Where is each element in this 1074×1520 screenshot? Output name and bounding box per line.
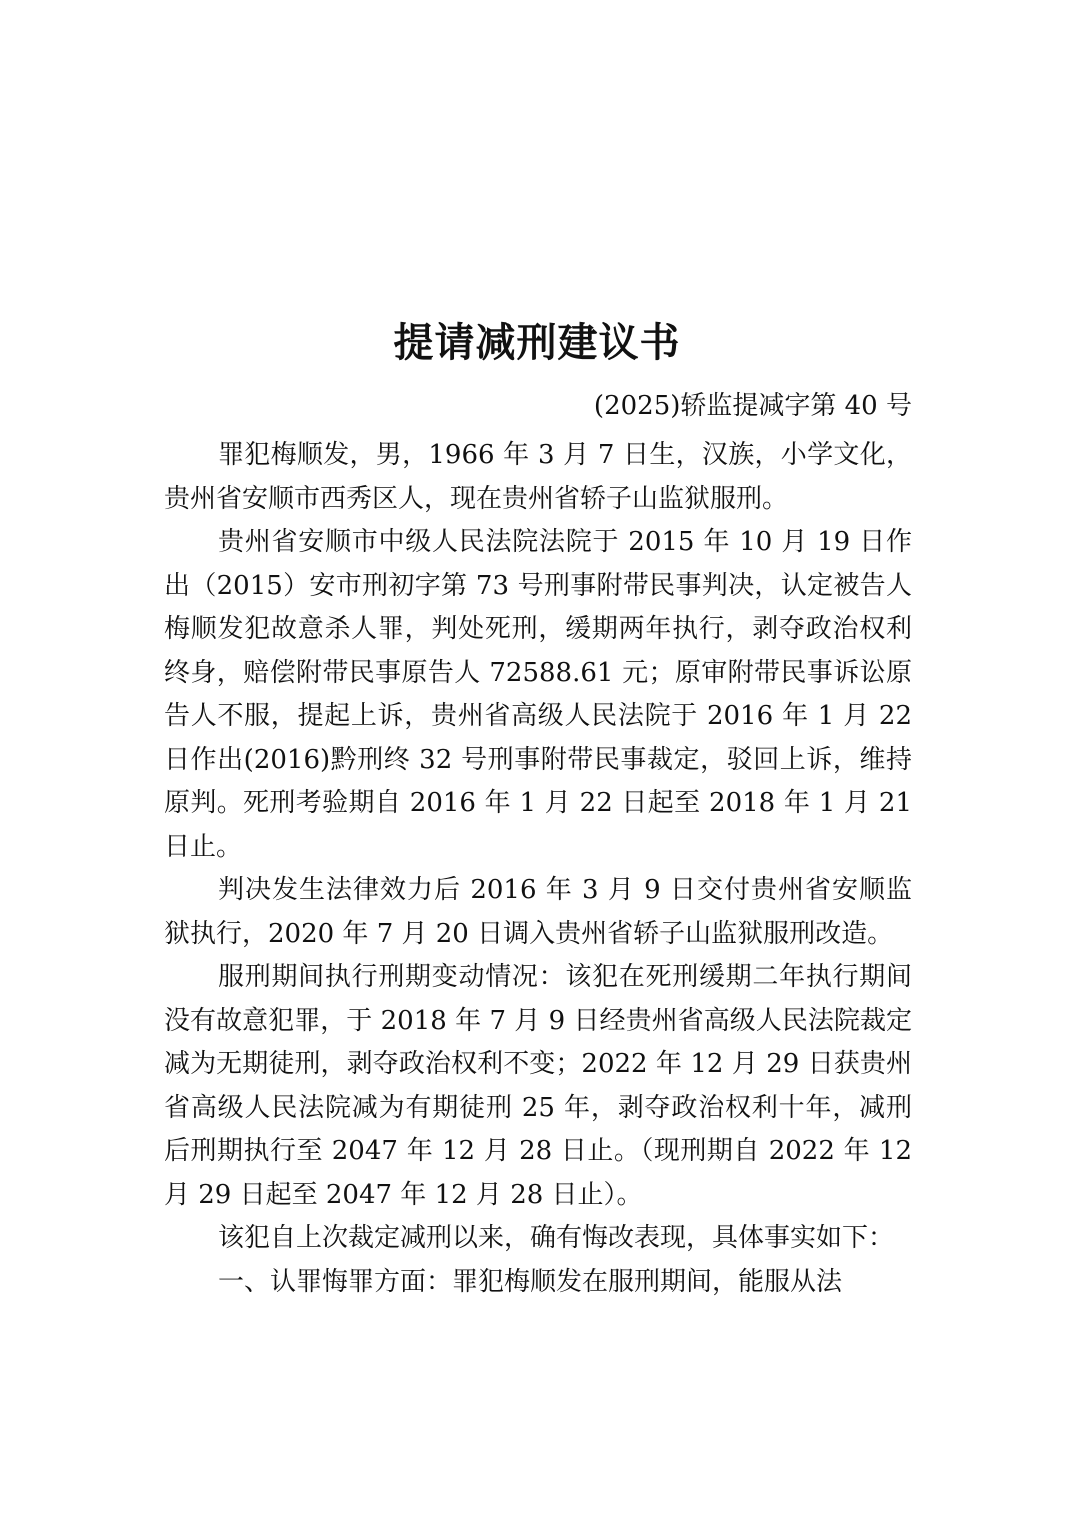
paragraph-repentance-intro: 该犯自上次裁定减刑以来，确有悔改表现，具体事实如下： <box>218 1223 895 1253</box>
document-number: (2025)轿监提减字第 40 号 <box>593 391 912 421</box>
paragraph-execution: 判决发生法律效力后 2016 年 3 月 9 日交付贵州省安顺监狱执行，2020 年 7 月 20 日调入贵州省轿子山监狱服刑改造。 <box>164 875 912 949</box>
paragraph-criminal-info: 罪犯梅顺发，男，1966 年 3 月 7 日生，汉族，小学文化，贵州省安顺市西秀区人，现在贵州省轿子山监狱服刑。 <box>164 440 912 514</box>
document-body <box>164 434 912 1304</box>
paragraph-section-one: 一、认罪悔罪方面：罪犯梅顺发在服刑期间，能服从法 <box>218 1266 843 1297</box>
paragraph-sentence-changes: 服刑期间执行刑期变动情况：该犯在死刑缓期二年执行期间没有故意犯罪，于 2018 年 7 月 9 日经贵州省高级人民法院裁定减为无期徒刑，剥夺政治权利不变；2022 年 12 月 29 日获贵州省高级人民法院减为有期徒刑 25 年，剥夺政治权利十年，减刑后刑期执行至 2047 年 12 月 28 日止。（现刑期自 2022 年 12 月 29 日起至 2047 年 12 月 28 日止）。 <box>164 962 912 1210</box>
paragraph-judgment: 贵州省安顺市中级人民法院法院于 2015 年 10 月 19 日作出（2015）安市刑初字第 73 号刑事附带民事判决，认定被告人梅顺发犯故意杀人罪，判处死刑，缓期两年执行，剥夺政治权利终身，赔偿附带民事原告人 72588.61 元；原审附带民事诉讼原告人不服，提起上诉，贵州省高级人民法院于 2016 年 1 月 22 日作出(2016)黔刑终 32 号刑事附带民事裁定，驳回上诉，维持原判。死刑考验期自 2016 年 1 月 22 日起至 2018 年 1 月 21 日止。 <box>164 527 912 862</box>
document-title: 提请减刑建议书 <box>393 319 681 366</box>
